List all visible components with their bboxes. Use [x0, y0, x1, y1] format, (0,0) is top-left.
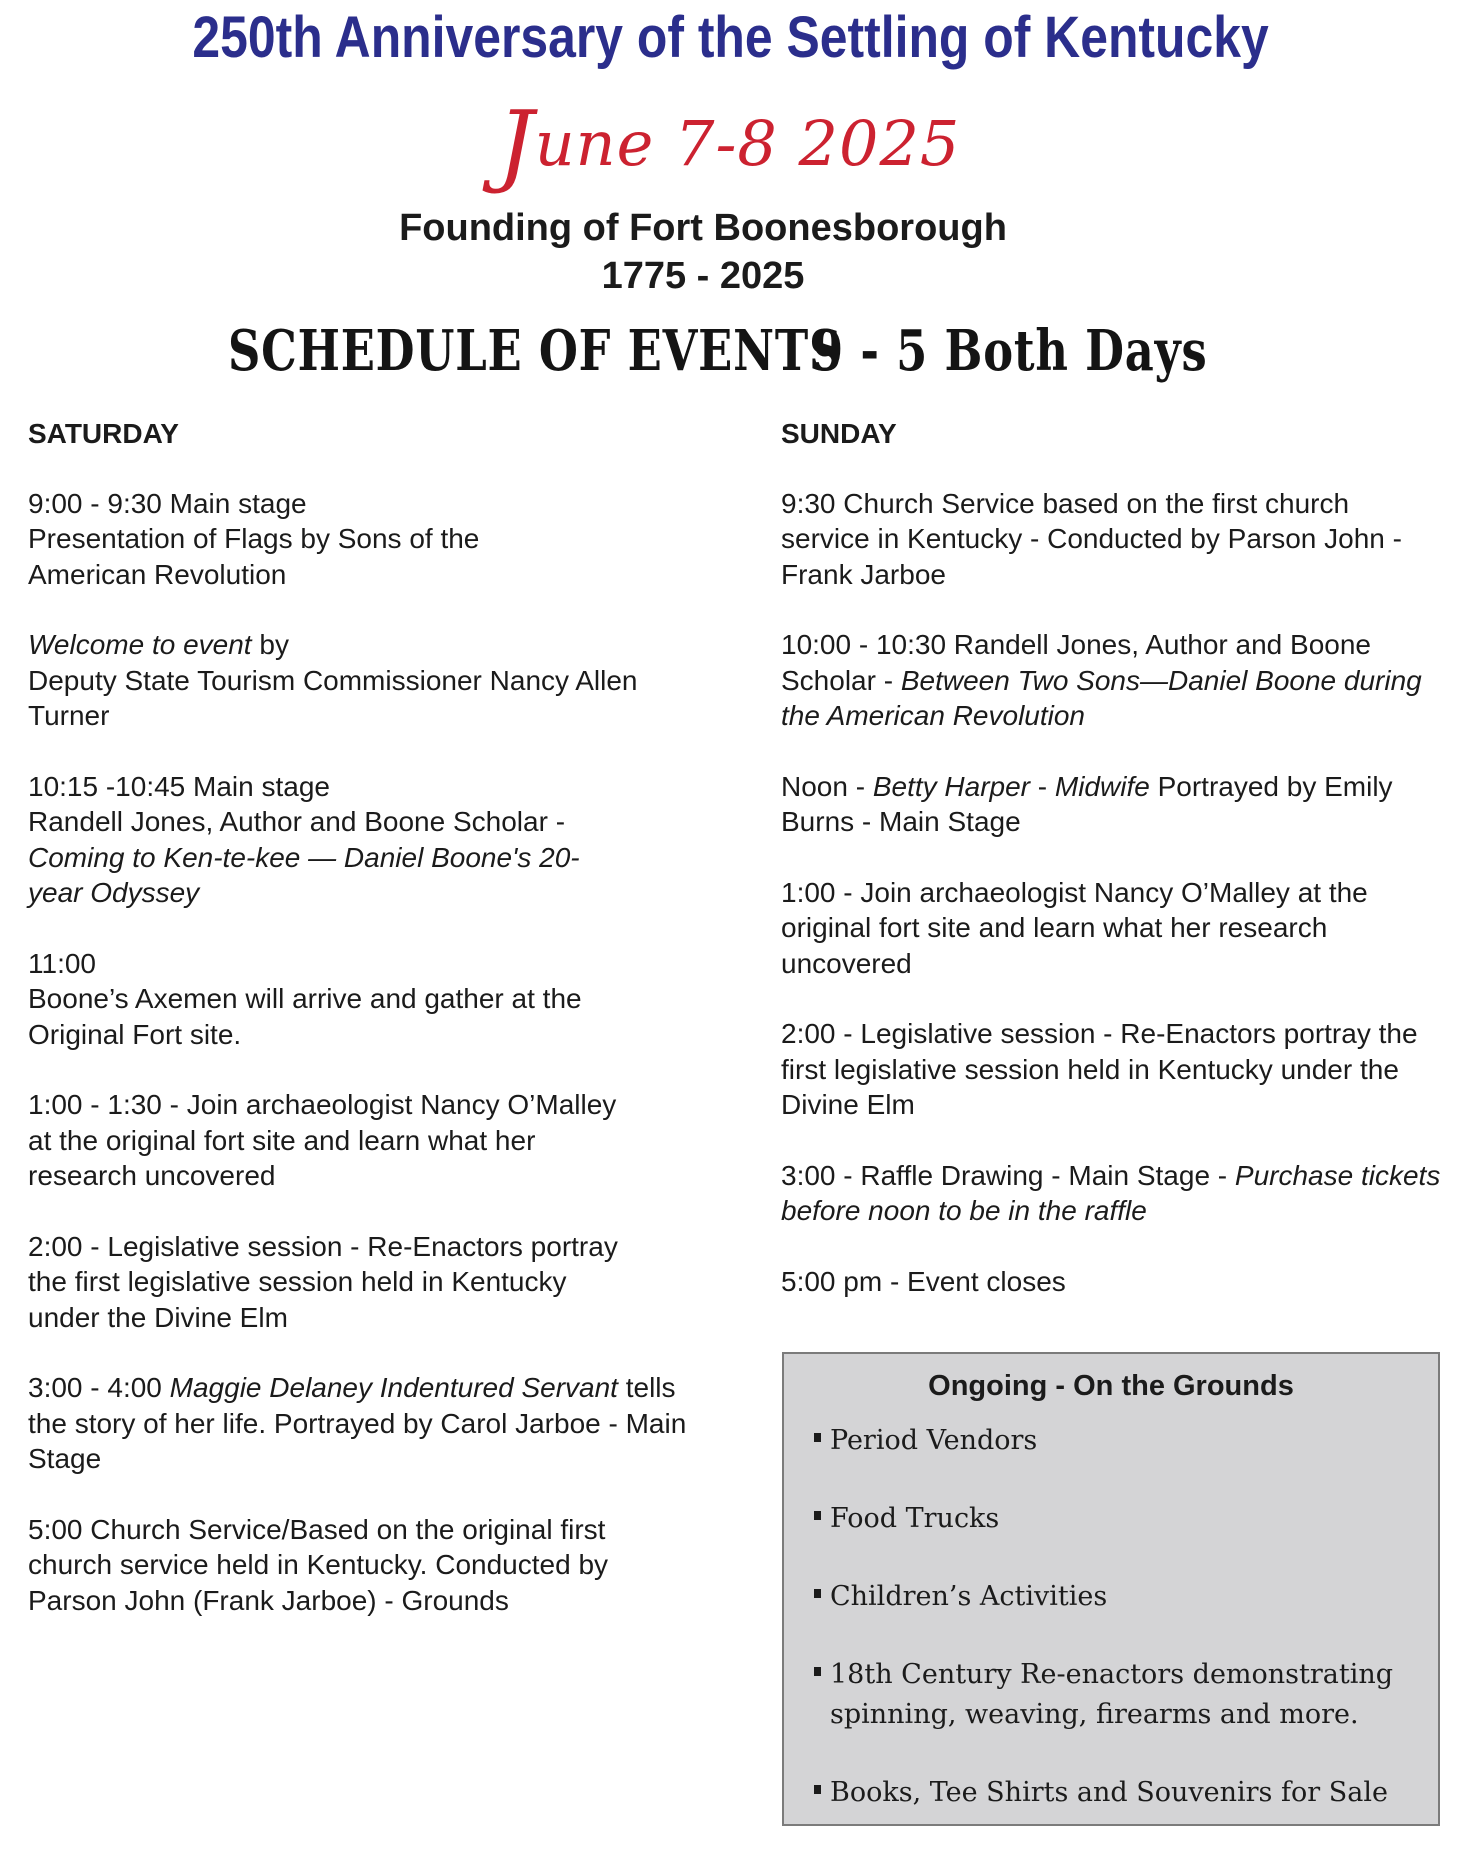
saturday-heading: SATURDAY — [28, 418, 179, 449]
hours-heading: 9 - 5 Both Days — [812, 318, 1208, 384]
saturday-column — [28, 416, 728, 1653]
event-description — [28, 1370, 688, 1477]
event-time: 11:00 — [28, 947, 96, 979]
event-text: 10:00 - 10:30 Randell Jones, Author and Boone Scholar - — [781, 629, 1371, 696]
sunday-event — [781, 1158, 1458, 1229]
event-italic: Between Two Sons—Daniel Boone during the American Revolution — [781, 664, 1422, 731]
event-description: 5:00 Church Service/Based on the original first church service held in Kentucky. Conducted by Parson John (Frank Jarboe) - Grounds — [28, 1513, 609, 1616]
event-description: Randell Jones, Author and Boone Scholar - — [28, 806, 566, 837]
list-item: 18th Century Re-enactors demonstrating spinning, weaving, firearms and more. — [814, 1655, 1410, 1735]
saturday-event — [28, 769, 728, 911]
schedule-heading: SCHEDULE OF EVENTS — [228, 318, 843, 384]
founding-block — [0, 204, 1406, 300]
event-description: Boone’s Axemen will arrive and gather at the Original Fort site. — [28, 983, 582, 1050]
event-heading — [28, 627, 728, 663]
sunday-column — [781, 416, 1458, 1334]
sunday-event — [781, 1264, 1458, 1300]
event-description — [781, 1158, 1441, 1229]
sunday-heading: SUNDAY — [781, 418, 897, 449]
event-date-rest: une 7-8 2025 — [534, 107, 961, 180]
event-description: 2:00 - Legislative session - Re-Enactors portray the first legislative session held in Kentucky under the Divine Elm — [28, 1230, 618, 1333]
event-description: Deputy State Tourism Commissioner Nancy Allen Turner — [28, 664, 638, 731]
event-date — [0, 82, 1458, 197]
sunday-event — [781, 769, 1458, 840]
founding-years: 1775 - 2025 — [601, 255, 805, 297]
event-description: 5:00 pm - Event closes — [781, 1265, 1066, 1297]
list-item: Children’s Activities — [814, 1577, 1410, 1617]
event-dash: - — [1030, 770, 1055, 802]
list-item: Period Vendors — [814, 1421, 1410, 1461]
list-item: Books, Tee Shirts and Souvenirs for Sale — [814, 1773, 1410, 1813]
saturday-event — [28, 627, 728, 734]
list-item: Food Trucks — [814, 1499, 1410, 1539]
event-description — [781, 627, 1441, 734]
saturday-event — [28, 486, 728, 593]
founding-line: Founding of Fort Boonesborough — [399, 207, 1007, 249]
event-italic: Maggie Delaney Indentured Servant — [169, 1372, 618, 1403]
event-time: 10:15 -10:45 Main stage — [28, 770, 330, 802]
event-description: 9:30 Church Service based on the first church service in Kentucky - Conducted by Parson John - Frank Jarboe — [781, 487, 1402, 590]
event-text: tells the story of her life. Portrayed by Carol Jarboe - Main Stage — [28, 1372, 687, 1474]
event-italic: Coming to Ken-te-kee — Daniel Boone's 20-year Odyssey — [28, 841, 580, 908]
event-time: 9:00 - 9:30 Main stage — [28, 487, 307, 519]
event-description: 1:00 - 1:30 - Join archaeologist Nancy O’Malley at the original fort site and learn what her research uncovered — [28, 1089, 617, 1191]
event-text: 3:00 - Raffle Drawing - Main Stage - — [781, 1159, 1235, 1191]
ongoing-heading: Ongoing - On the Grounds — [928, 1370, 1294, 1402]
event-title: 250th Anniversary of the Settling of Kentucky — [192, 5, 1269, 70]
saturday-event — [28, 946, 728, 1053]
event-description: Presentation of Flags by Sons of the American Revolution — [28, 523, 480, 590]
event-time: Noon - — [781, 770, 873, 802]
event-time: 3:00 - 4:00 — [28, 1372, 170, 1403]
ongoing-list — [784, 1421, 1438, 1813]
saturday-event — [28, 1512, 728, 1619]
event-italic: Purchase tickets before noon to be in the raffle — [781, 1159, 1441, 1226]
event-italic: Welcome to event — [28, 629, 252, 660]
saturday-event — [28, 1229, 728, 1336]
saturday-event — [28, 1087, 728, 1194]
ongoing-box — [782, 1352, 1440, 1826]
event-by: by — [251, 629, 289, 660]
sunday-event — [781, 627, 1458, 734]
event-date-initial: J — [497, 92, 535, 197]
event-italic: Betty Harper — [872, 770, 1030, 802]
sunday-event — [781, 875, 1458, 982]
sunday-event — [781, 1016, 1458, 1123]
event-description: 1:00 - Join archaeologist Nancy O’Malley at the original fort site and learn what her research uncovered — [781, 876, 1368, 979]
event-description: 2:00 - Legislative session - Re-Enactors portray the first legislative session held in Kentucky under the Divine Elm — [781, 1018, 1418, 1120]
event-text: Portrayed by Emily Burns - Main Stage — [781, 770, 1393, 837]
saturday-event — [28, 1370, 728, 1477]
event-description — [781, 769, 1441, 840]
event-italic: Midwife — [1054, 770, 1150, 802]
sunday-event — [781, 486, 1458, 593]
